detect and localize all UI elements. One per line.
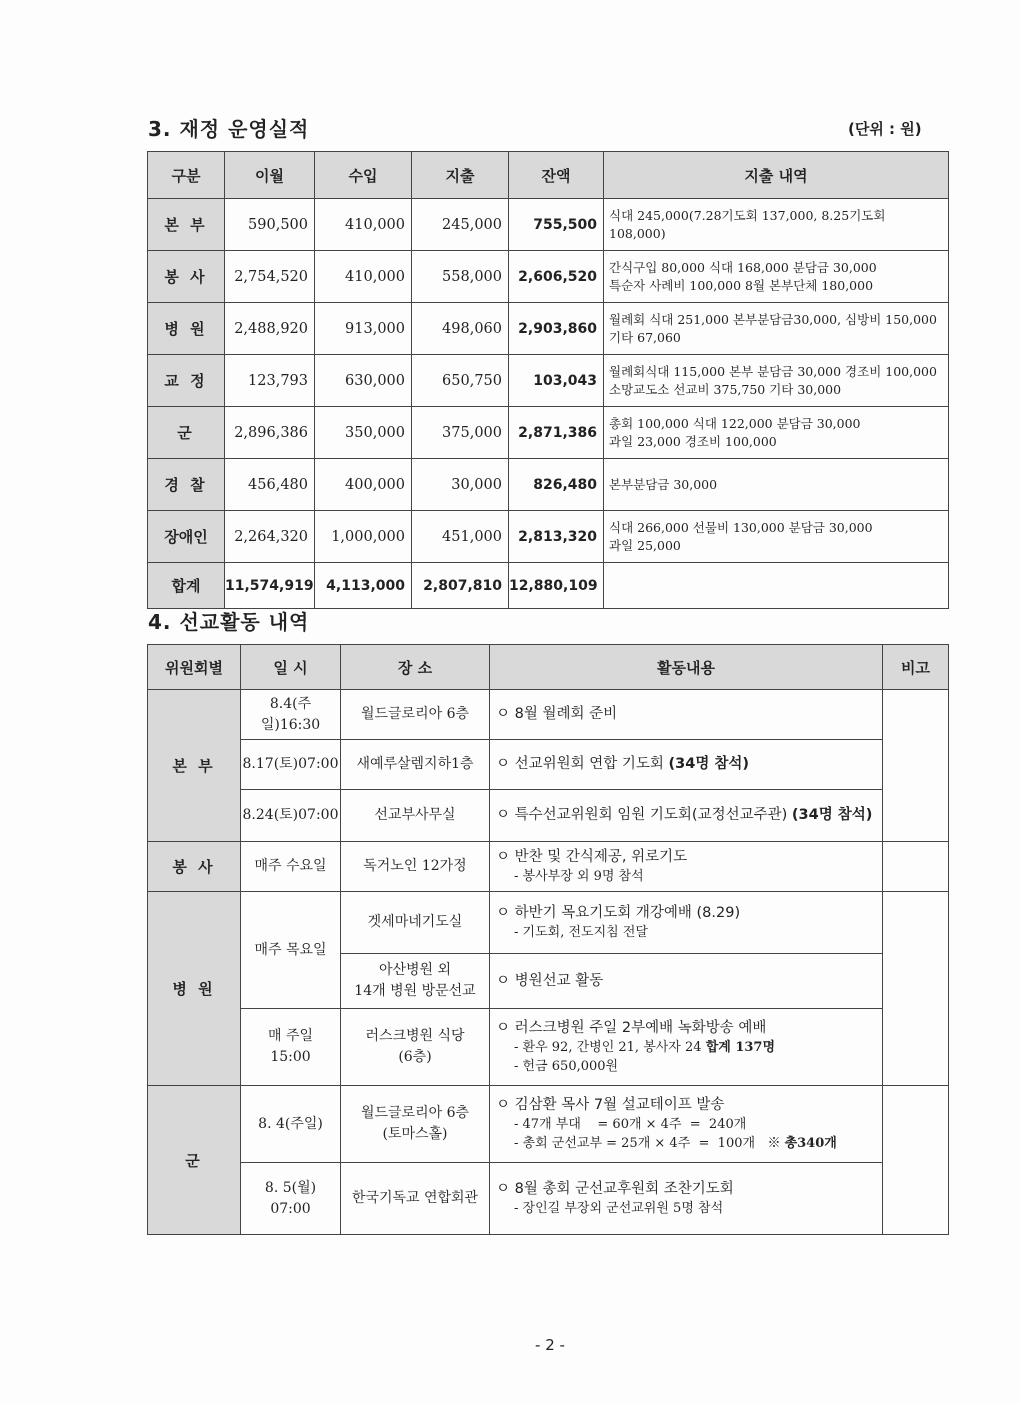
row-label: 봉 사: [148, 251, 225, 303]
note-cell: [883, 1086, 949, 1235]
header-place: 장 소: [341, 645, 490, 690]
activity-sub: - 기도회, 전도지침 전달: [514, 924, 648, 940]
table-row: [148, 1163, 949, 1235]
total-carry: 11,574,919: [225, 563, 315, 609]
row-label: 경 찰: [148, 459, 225, 511]
activity-header-row: [148, 645, 949, 690]
header-income: 수입: [315, 152, 412, 199]
activity-cell: [490, 790, 883, 842]
balance-cell: 2,606,520: [509, 251, 604, 303]
expense-cell: 30,000: [412, 459, 509, 511]
activity-sub: - 헌금 650,000원: [514, 1058, 619, 1074]
income-cell: 1,000,000: [315, 511, 412, 563]
place-cell: 한국기독교 연합회관: [341, 1163, 490, 1235]
finance-table: [147, 151, 949, 609]
header-committee: 위원회별: [148, 645, 241, 690]
table-row: [148, 355, 949, 407]
activity-bold: (34명 참석): [791, 807, 873, 823]
total-balance: 12,880,109: [509, 563, 604, 609]
total-expense: 2,807,810: [412, 563, 509, 609]
place-cell: 독거노인 12가정: [341, 842, 490, 892]
income-cell: 410,000: [315, 199, 412, 251]
carry-cell: 2,488,920: [225, 303, 315, 355]
expense-cell: 498,060: [412, 303, 509, 355]
place-cell: 아산병원 외 14개 병원 방문선교: [341, 954, 490, 1009]
total-row: [148, 563, 949, 609]
table-row: [148, 892, 949, 954]
expense-cell: 558,000: [412, 251, 509, 303]
place-cell: 선교부사무실: [341, 790, 490, 842]
detail-cell: 식대 245,000(7.28기도회 137,000, 8.25기도회 108,000): [604, 199, 949, 251]
table-row: [148, 690, 949, 740]
date-cell: 8. 5(월) 07:00: [241, 1163, 341, 1235]
activity-bold: (34명 참석): [668, 756, 750, 772]
activity-cell: [490, 1009, 883, 1086]
activity-main: ㅇ 8월 총회 군선교후원회 조찬기도회: [496, 1180, 734, 1197]
place-cell: 월드글로리아 6층 (토마스홀): [341, 1086, 490, 1163]
detail-cell: 월례회식대 115,000 본부 분담금 30,000 경조비 100,000 소망교도소 선교비 375,750 기타 30,000: [604, 355, 949, 407]
detail-cell: 본부분담금 30,000: [604, 459, 949, 511]
activity-sub: - 장인길 부장외 군선교위원 5명 참석: [514, 1200, 724, 1216]
activity-main: ㅇ 러스크병원 주일 2부예배 녹화방송 예배: [496, 1019, 767, 1036]
table-row: [148, 511, 949, 563]
unit-label: (단위 : 원): [848, 120, 922, 138]
expense-cell: 650,750: [412, 355, 509, 407]
row-label: 본 부: [148, 199, 225, 251]
carry-cell: 2,264,320: [225, 511, 315, 563]
activity-cell: [490, 1086, 883, 1163]
place-cell: 새예루살렘지하1층: [341, 740, 490, 790]
date-cell: 8.17(토)07:00: [241, 740, 341, 790]
table-row: [148, 303, 949, 355]
date-cell: 8.24(토)07:00: [241, 790, 341, 842]
place-cell: 러스크병원 식당 (6층): [341, 1009, 490, 1086]
activity-main: ㅇ 하반기 목요기도회 개강예배 (8.29): [496, 904, 741, 921]
expense-cell: 451,000: [412, 511, 509, 563]
activity-sub-text: - 환우 92, 간병인 21, 봉사자 24: [514, 1039, 706, 1055]
total-label: 합계: [148, 563, 225, 609]
detail-cell: 식대 266,000 선물비 130,000 분담금 30,000 과일 25,000: [604, 511, 949, 563]
income-cell: 400,000: [315, 459, 412, 511]
note-cell: [883, 892, 949, 1086]
date-cell: 매주 목요일: [241, 892, 341, 1009]
header-activity: 활동내용: [490, 645, 883, 690]
group-byeongwon: 병 원: [148, 892, 241, 1086]
table-row: [148, 842, 949, 892]
activity-sub: - 47개 부대 = 60개 × 4주 = 240개: [514, 1116, 747, 1132]
page-number: - 2 -: [535, 1336, 565, 1354]
group-bonbu: 본 부: [148, 690, 241, 842]
activity-main: ㅇ 선교위원회 연합 기도회: [496, 756, 669, 772]
balance-cell: 103,043: [509, 355, 604, 407]
section4-title: 4. 선교활동 내역: [148, 610, 310, 634]
header-balance: 잔액: [509, 152, 604, 199]
header-detail: 지출 내역: [604, 152, 949, 199]
detail-cell: 월례회 식대 251,000 본부분담금30,000, 심방비 150,000 기타 67,060: [604, 303, 949, 355]
group-bongsa: 봉 사: [148, 842, 241, 892]
note-cell: [883, 842, 949, 892]
expense-cell: 245,000: [412, 199, 509, 251]
row-label: 병 원: [148, 303, 225, 355]
activity-sub: [496, 1038, 876, 1057]
activity-sub-bold: 총340개: [784, 1135, 837, 1151]
income-cell: 630,000: [315, 355, 412, 407]
carry-cell: 590,500: [225, 199, 315, 251]
table-row: [148, 740, 949, 790]
carry-cell: 456,480: [225, 459, 315, 511]
header-category: 구분: [148, 152, 225, 199]
activity-main: ㅇ 병원선교 활동: [496, 972, 604, 989]
balance-cell: 2,903,860: [509, 303, 604, 355]
header-expense: 지출: [412, 152, 509, 199]
total-income: 4,113,000: [315, 563, 412, 609]
income-cell: 913,000: [315, 303, 412, 355]
table-row: [148, 407, 949, 459]
group-gun: 군: [148, 1086, 241, 1235]
activity-table: [147, 644, 949, 1235]
total-detail-empty: [604, 563, 949, 609]
balance-cell: 755,500: [509, 199, 604, 251]
table-row: [148, 1086, 949, 1163]
activity-main: ㅇ 특수선교위원회 임원 기도회(교정선교주관): [496, 807, 792, 823]
income-cell: 410,000: [315, 251, 412, 303]
activity-sub: - 봉사부장 외 9명 참석: [514, 868, 644, 884]
table-row: [148, 790, 949, 842]
date-cell: 매주 수요일: [241, 842, 341, 892]
detail-cell: 총회 100,000 식대 122,000 분담금 30,000 과일 23,000 경조비 100,000: [604, 407, 949, 459]
place-cell: 겟세마네기도실: [341, 892, 490, 954]
table-row: [148, 199, 949, 251]
section3-title: 3. 재정 운영실적: [148, 117, 310, 141]
expense-cell: 375,000: [412, 407, 509, 459]
carry-cell: 123,793: [225, 355, 315, 407]
place-cell: 월드글로리아 6층: [341, 690, 490, 740]
header-datetime: 일 시: [241, 645, 341, 690]
table-row: [148, 1009, 949, 1086]
carry-cell: 2,754,520: [225, 251, 315, 303]
date-cell: 8.4(주일)16:30: [241, 690, 341, 740]
activity-cell: [490, 1163, 883, 1235]
activity-main: ㅇ 반찬 및 간식제공, 위로기도: [496, 848, 688, 865]
date-cell: 매 주일 15:00: [241, 1009, 341, 1086]
detail-cell: 간식구입 80,000 식대 168,000 분담금 30,000 특순자 사례비 100,000 8월 본부단체 180,000: [604, 251, 949, 303]
activity-cell: [490, 740, 883, 790]
finance-header-row: [148, 152, 949, 199]
header-note: 비고: [883, 645, 949, 690]
balance-cell: 2,871,386: [509, 407, 604, 459]
activity-sub-bold: 합계 137명: [705, 1039, 776, 1055]
table-row: [148, 459, 949, 511]
activity-cell: [490, 892, 883, 954]
activity-main: ㅇ 8월 월례회 준비: [496, 706, 618, 722]
row-label: 군: [148, 407, 225, 459]
activity-cell: [490, 954, 883, 1009]
header-carry: 이월: [225, 152, 315, 199]
income-cell: 350,000: [315, 407, 412, 459]
activity-sub-text: - 총회 군선교부 = 25개 × 4주 = 100개 ※: [514, 1135, 785, 1151]
row-label: 장애인: [148, 511, 225, 563]
table-row: [148, 251, 949, 303]
activity-cell: [490, 842, 883, 892]
note-cell: [883, 690, 949, 842]
activity-main: ㅇ 김삼환 목사 7월 설교테이프 발송: [496, 1096, 725, 1113]
carry-cell: 2,896,386: [225, 407, 315, 459]
balance-cell: 2,813,320: [509, 511, 604, 563]
activity-cell: [490, 690, 883, 740]
date-cell: 8. 4(주일): [241, 1086, 341, 1163]
row-label: 교 정: [148, 355, 225, 407]
activity-sub: [496, 1134, 876, 1153]
balance-cell: 826,480: [509, 459, 604, 511]
